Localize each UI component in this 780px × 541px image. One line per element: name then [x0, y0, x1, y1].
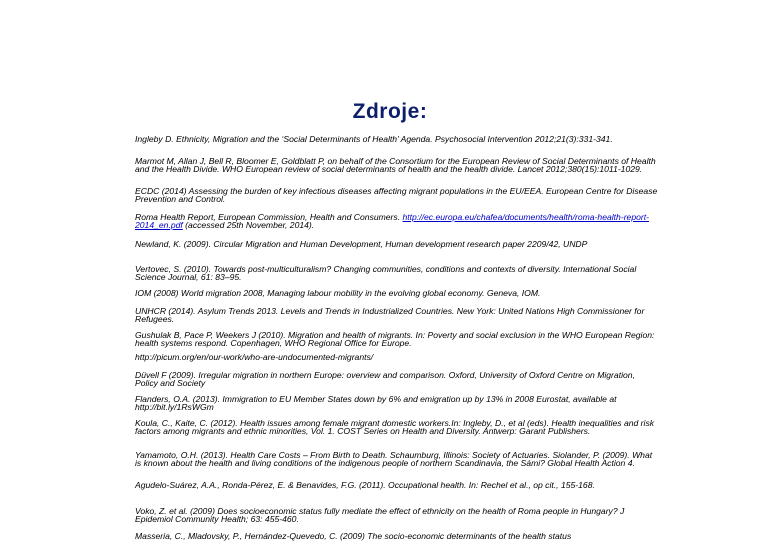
reference-text: Roma Health Report, European Commission, Health and Consumers. [135, 212, 403, 222]
reference-item: Yamamoto, O.H. (2013). Health Care Costs – From Birth to Death. Schaumburg, Illinois: Society of Actuaries. Siolander, P. (2009). What is known about the health and living conditions of the indigenous people of northern Scandinavia, the Sámi? Global Health Action 4. [135, 450, 653, 468]
reference-item: UNHCR (2014). Asylum Trends 2013. Levels and Trends in Industrialized Countries. New York: United Nations High Commissioner for Refugees. [135, 306, 645, 324]
reference-item: IOM (2008) World migration 2008, Managing labour mobility in the evolving global economy. Geneva, IOM. [135, 288, 541, 298]
reference-text: (accessed 25th November, 2014). [182, 219, 315, 230]
reference-item: ECDC (2014) Assessing the burden of key infectious diseases affecting migrant populations in the EU/EEA. European Centre for Disease Prevention and Control. [135, 186, 658, 204]
reference-item: Koula, C., Kaite, C. (2012). Health issues among female migrant domestic workers.In: Ingleby, D., et al (eds). Health inequalities and risk factors among migrants and ethnic minorities, Vol. 1. COST Series on Health and Diversity. Antwerp: Garant Publishers. [135, 418, 655, 436]
reference-item: Newland, K. (2009). Circular Migration and Human Development, Human development research paper 2209/42, UNDP [135, 239, 588, 249]
reference-item [135, 214, 660, 229]
reference-item: Gushulak B, Pace P, Weekers J (2010). Migration and health of migrants. In: Poverty and social exclusion in the WHO European Region: health systems respond. Copenhagen, WHO Regional Office for Europe. [135, 330, 655, 348]
reference-link[interactable]: http://ec.europa.eu/chafea/documents/health/roma-health-report-2014_en.pdf [135, 212, 649, 230]
reference-item: Flanders, O.A. (2013). Immigration to EU Member States down by 6% and emigration up by 13% in 2008 Eurostat, available at http://bit.ly/1RsWGm [135, 394, 617, 412]
reference-item: Ingleby D. Ethnicity, Migration and the ‘Social Determinants of Health’ Agenda. Psychosocial Intervention 2012;21(3):331-341. [135, 134, 613, 144]
reference-item: http://picum.org/en/our-work/who-are-undocumented-migrants/ [135, 352, 374, 362]
reference-item: Voko, Z. et al. (2009) Does socioeconomic status fully mediate the effect of ethnicity on the health of Roma people in Hungary? J Epidemiol Community Health; 63: 455-460. [135, 506, 625, 524]
reference-item: Vertovec, S. (2010). Towards post-multiculturalism? Changing communities, conditions and contexts of diversity. International Social Science Journal, 61: 83–95. [135, 264, 637, 282]
reference-item: Marmot M, Allan J, Bell R, Bloomer E, Goldblatt P, on behalf of the Consortium for the European Review of Social Determinants of Health and the Health Divide. WHO European review of social determinants of health and the health divide. Lancet 2012;380(15):1011-1029. [135, 156, 656, 174]
reference-item: Düvell F (2009). Irregular migration in northern Europe: overview and comparison. Oxford, University of Oxford Centre on Migration, Policy and Society [135, 370, 635, 388]
slide-title: Zdroje: [352, 100, 428, 123]
reference-item: Masseria, C., Mladovsky, P., Hernández-Quevedo, C. (2009) The socio-economic determinants of the health status [135, 531, 572, 541]
reference-item: Agudelo-Suárez, A.A., Ronda-Pérez, E. & Benavides, F.G. (2011). Occupational health. In: Rechel et al., op cit., 155-168. [135, 480, 595, 490]
